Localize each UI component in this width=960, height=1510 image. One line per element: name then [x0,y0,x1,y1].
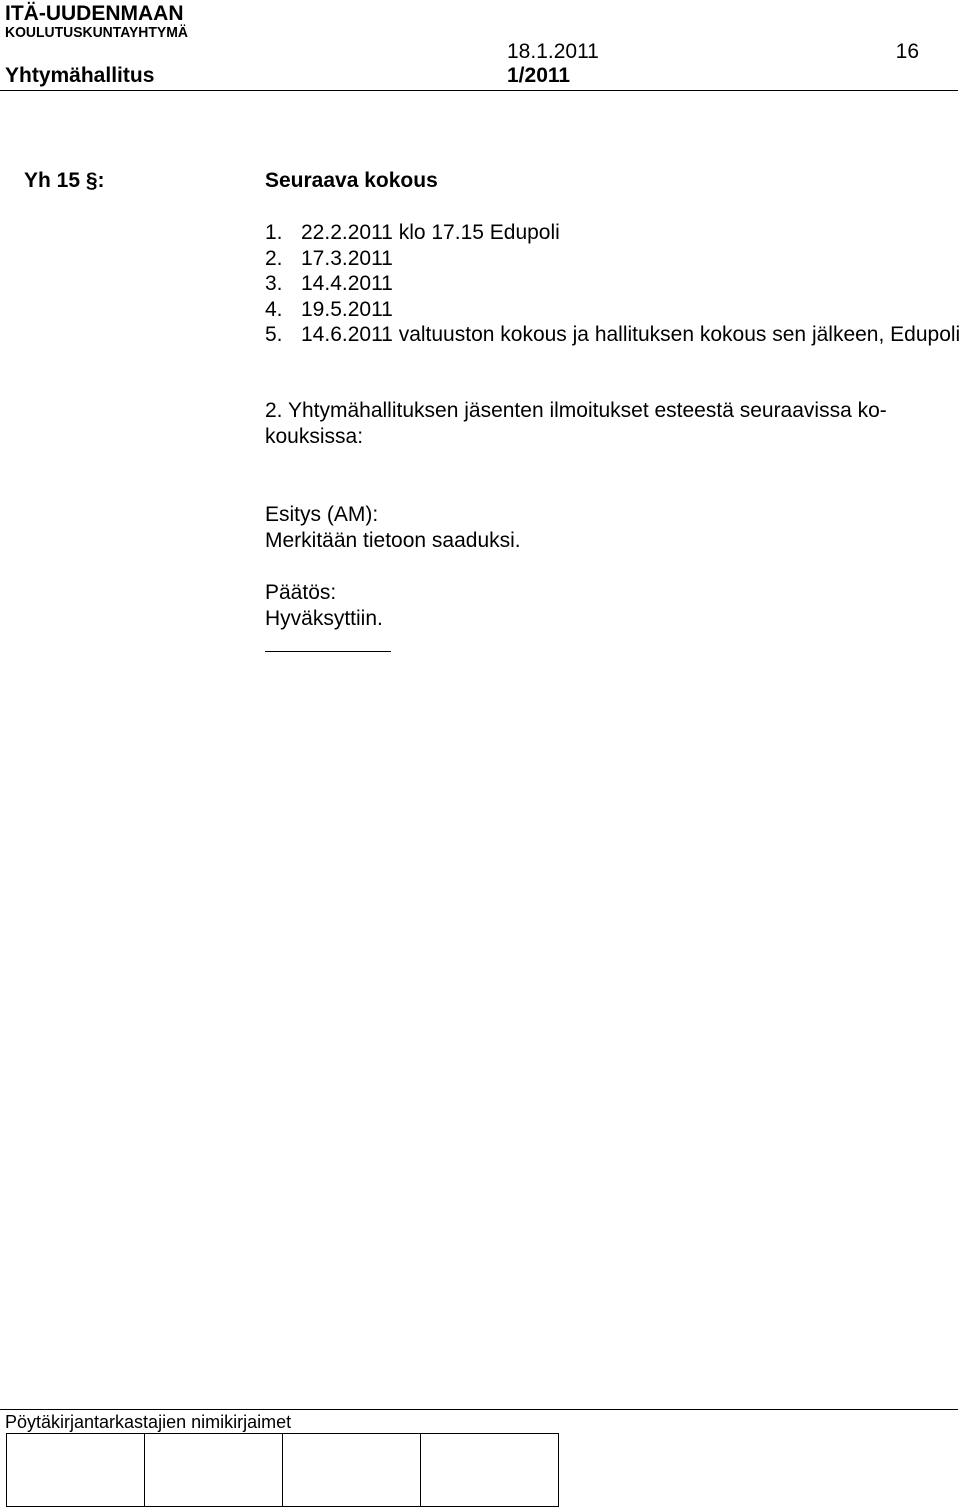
section-title: Seuraava kokous [265,169,438,192]
organization-name: ITÄ-UUDENMAAN [5,2,184,25]
decision-label: Päätös: [265,581,337,604]
initials-label: Pöytäkirjantarkastajien nimikirjaimet [5,1412,292,1432]
governing-body: Yhtymähallitus [5,64,155,87]
proposal-text: Merkitään tietoon saaduksi. [265,529,521,552]
list-item: 4. 19.5.2011 [265,297,393,321]
initials-box [283,1434,421,1507]
initials-box [421,1434,559,1507]
meeting-number: 1/2011 [507,64,571,87]
list-item: 1. 22.2.2011 klo 17.15 Edupoli [265,221,560,244]
initials-box [7,1434,145,1507]
section-number: Yh 15 §: [24,169,105,192]
footer-divider [0,1409,958,1410]
meeting-list [265,220,960,348]
absence-notice-item: 2. Yhtymähallituksen jäsenten ilmoitukset esteestä seuraavissa ko-kouksissa: [265,399,887,448]
decision-text: Hyväksyttiin. [265,607,383,630]
header-divider [0,90,958,91]
section-end-line [265,651,391,652]
initials-table [6,1433,559,1507]
proposal-label: Esitys (AM): [265,503,379,526]
page-number: 16 [895,40,919,63]
meeting-date: 18.1.2011 [507,40,599,63]
list-item: 5. 14.6.2011 valtuuston kokous ja hallituksen kokous sen jälkeen, Edupoli [265,323,960,347]
organization-subname: KOULUTUSKUNTAYHTYMÄ [5,24,188,41]
list-item: 3. 14.4.2011 [265,272,393,296]
initials-box [145,1434,283,1507]
list-item: 2. 17.3.2011 [265,246,393,270]
